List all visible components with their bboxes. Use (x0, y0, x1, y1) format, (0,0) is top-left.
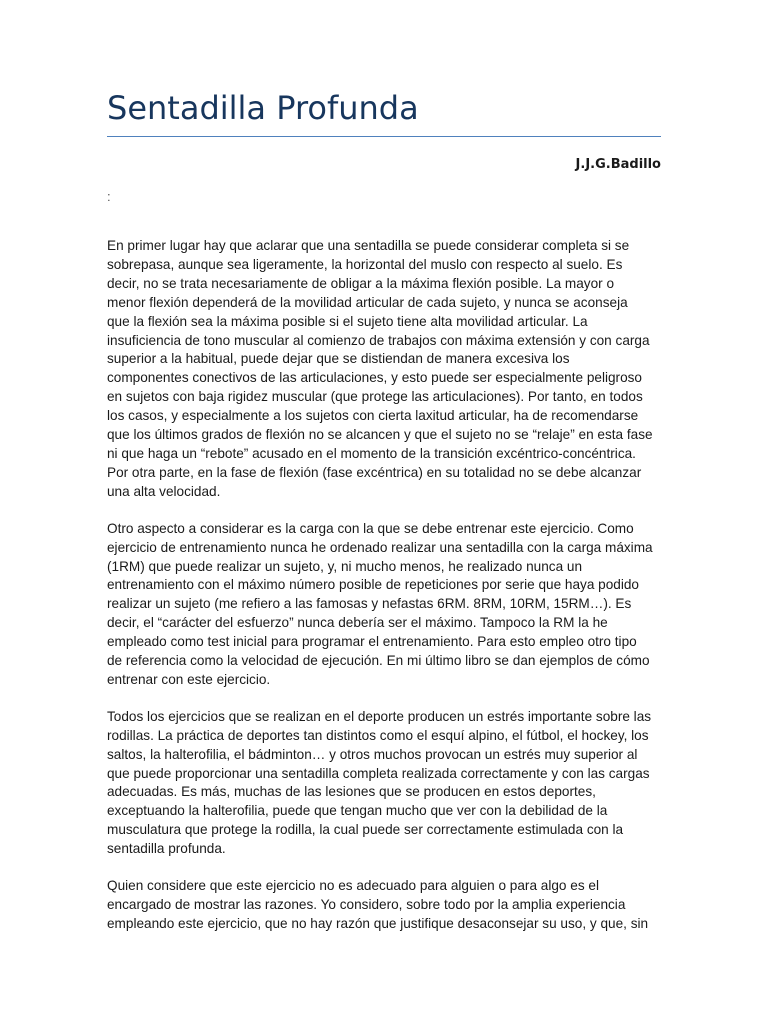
paragraph-4: Quien considere que este ejercicio no es adecuado para alguien o para algo es el encargado de mostrar las razones. Yo considero, sobre todo por la amplia experiencia empleando este ejercicio, que no hay razón que justifique desaconsejar su uso, y que, sin (107, 878, 649, 931)
paragraph-2: Otro aspecto a considerar es la carga con la que se debe entrenar este ejercicio. Como ejercicio de entrenamiento nunca he ordenado realizar una sentadilla con la carga máxima (1RM) que puede realizar un sujeto, y, ni mucho menos, he realizado nunca un entrenamiento con el máximo número posible de repeticiones por serie que haya podido realizar un sujeto (me refiero a las famosas y nefastas 6RM. 8RM, 10RM, 15RM…). Es decir, el “carácter del esfuerzo” nunca debería ser el máximo. Tampoco la RM la he empleado como test inicial para programar el entrenamiento. Para esto empleo otro tipo de referencia como la velocidad de ejecución. En mi último libro se dan ejemplos de cómo entrenar con este ejercicio. (107, 520, 653, 687)
author-name: J.J.G.Badillo (575, 157, 661, 172)
paragraph-1: En primer lugar hay que aclarar que una sentadilla se puede considerar completa si se sobrepasa, aunque sea ligeramente, la horizontal del muslo con respecto al suelo. Es decir, no se trata necesariamente de obligar a la máxima flexión posible. La mayor o menor flexión dependerá de la movilidad articular de cada sujeto, y nunca se aconseja que la flexión sea la máxima posible si el sujeto tiene alta movilidad articular. La insuficiencia de tono muscular al comienzo de trabajos con máxima extensión y con carga superior a la habitual, puede dejar que se distiendan de manera excesiva los componentes conectivos de las articulaciones, y esto puede ser especialmente peligroso en sujetos con baja rigidez muscular (que protege las articulaciones). Por tanto, en todos los casos, y especialmente a los sujetos con cierta laxitud articular, ha de recomendarse que los últimos grados de flexión no se alcancen y que el sujeto no se “relaje” en esta fase ni que haga un “rebote” acusado en el momento de la transición excéntrico-concéntrica. Por otra parte, en la fase de flexión (fase excéntrica) en su totalidad no se debe alcanzar una alta velocidad. (107, 238, 653, 499)
paragraph-3: Todos los ejercicios que se realizan en el deporte producen un estrés importante sobre las rodillas. La práctica de deportes tan distintos como el esquí alpino, el fútbol, el hockey, los saltos, la halterofilia, el bádminton… y otros muchos provocan un estrés muy superior al que puede proporcionar una sentadilla completa realizada correctamente y con las cargas adecuadas. Es más, muchas de las lesiones que se producen en estos deportes, exceptuando la halterofilia, puede que tengan mucho que ver con la debilidad de la musculatura que protege la rodilla, la cual puede ser correctamente estimulada con la sentadilla profunda. (107, 708, 652, 857)
separator-mark: : (107, 189, 111, 204)
title-underline-rule (107, 136, 661, 137)
document-title: Sentadilla Profunda (107, 89, 419, 127)
article-text (107, 237, 661, 952)
